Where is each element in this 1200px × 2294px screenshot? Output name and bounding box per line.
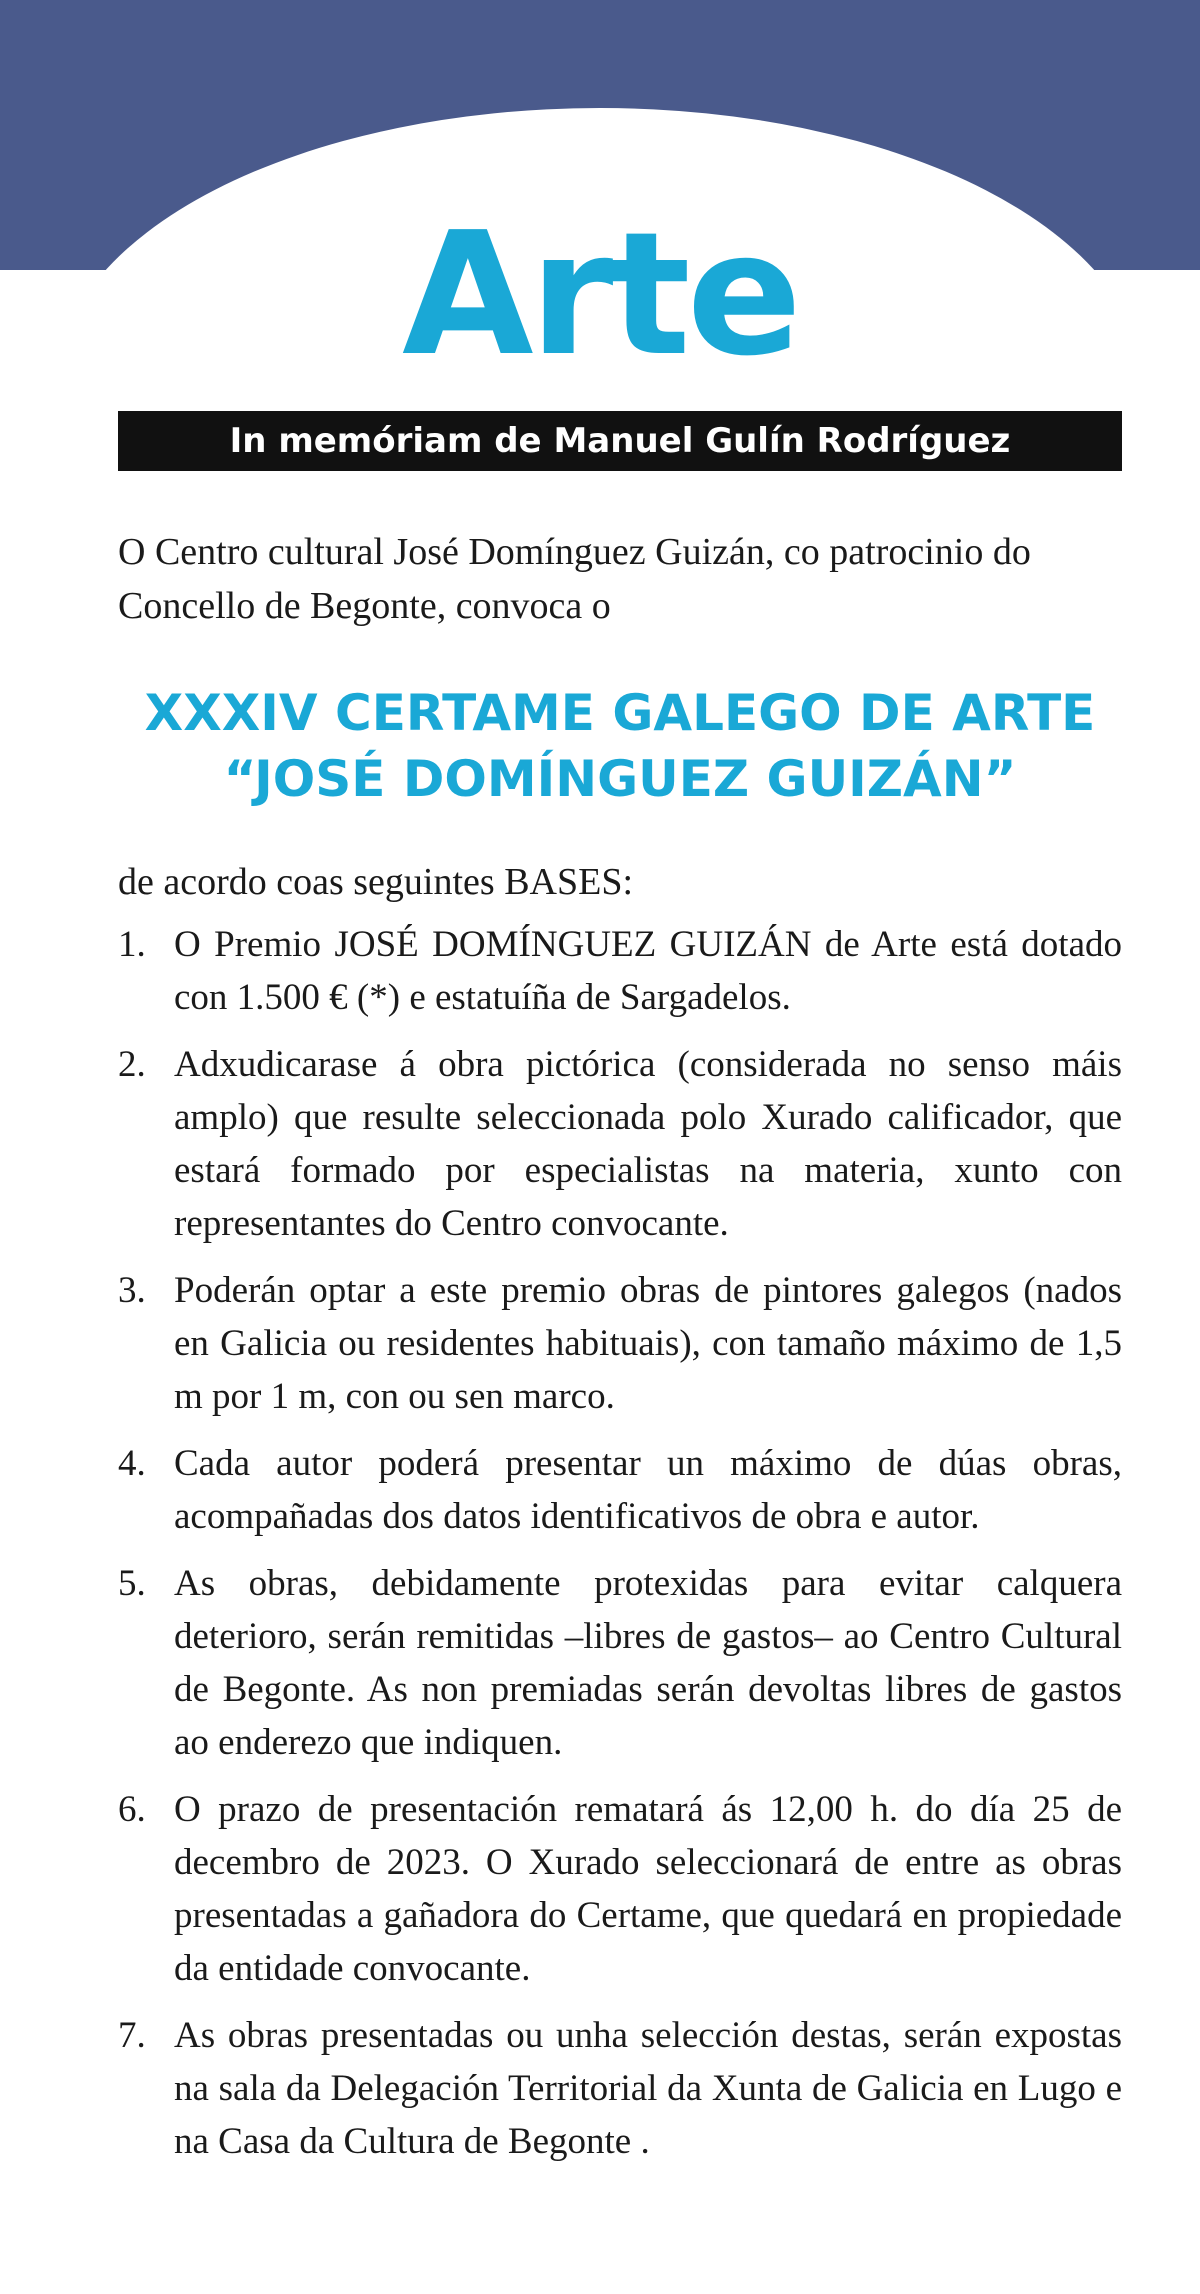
bases-intro: de acordo coas seguintes BASES: [118, 861, 634, 903]
certame-title [118, 680, 1122, 812]
arte-logo [0, 196, 1200, 394]
base-text: As obras presentadas ou unha selección destas, serán expostas na sala da Delegación Territorial da Xunta de Galicia en Lugo e na Casa da Cultura de Begonte . [174, 2015, 1122, 2162]
base-item [118, 1783, 1122, 1995]
bases-list [118, 918, 1122, 2182]
base-text: O prazo de presentación rematará ás 12,00 h. do día 25 de decembro de 2023. O Xurado seleccionará de entre as obras presentadas a gañadora do Certame, que quedará en propiedade da entidade convocante. [174, 1789, 1122, 1989]
base-item [118, 1557, 1122, 1769]
intro-paragraph: O Centro cultural José Domínguez Guizán, co patrocinio do Concello de Begonte, convoca o [118, 531, 1031, 627]
base-number: 3. [118, 1270, 146, 1311]
base-number: 4. [118, 1443, 146, 1484]
logo-text: Arte [402, 196, 798, 394]
base-number: 1. [118, 924, 146, 965]
base-number: 5. [118, 1563, 146, 1604]
base-item [118, 1437, 1122, 1543]
base-text: O Premio JOSÉ DOMÍNGUEZ GUIZÁN de Arte está dotado con 1.500 € (*) e estatuíña de Sargadelos. [174, 924, 1122, 1018]
base-text: Cada autor poderá presentar un máximo de dúas obras, acompañadas dos datos identificativos de obra e autor. [174, 1443, 1122, 1537]
memoriam-banner: In memóriam de Manuel Gulín Rodríguez [118, 411, 1122, 471]
base-item [118, 2009, 1122, 2168]
base-text: Adxudicarase á obra pictórica (considerada no senso máis amplo) que resulte seleccionada polo Xurado calificador, que estará formado por especialistas na materia, xunto con representantes do Centro convocante. [174, 1044, 1122, 1244]
base-number: 7. [118, 2015, 146, 2056]
base-item [118, 1038, 1122, 1250]
title-line-2: “JOSÉ DOMÍNGUEZ GUIZÁN” [223, 750, 1017, 808]
base-item [118, 1264, 1122, 1423]
base-number: 2. [118, 1044, 146, 1085]
base-text: As obras, debidamente protexidas para evitar calquera deterioro, serán remitidas –libres de gastos– ao Centro Cultural de Begonte. As non premiadas serán devoltas libres de gastos ao enderezo que indiquen. [174, 1563, 1122, 1763]
base-number: 6. [118, 1789, 146, 1830]
base-text: Poderán optar a este premio obras de pintores galegos (nados en Galicia ou residentes habituais), con tamaño máximo de 1,5 m por 1 m, con ou sen marco. [174, 1270, 1122, 1417]
base-item [118, 918, 1122, 1024]
title-line-1: XXXIV CERTAME GALEGO DE ARTE [144, 684, 1096, 742]
